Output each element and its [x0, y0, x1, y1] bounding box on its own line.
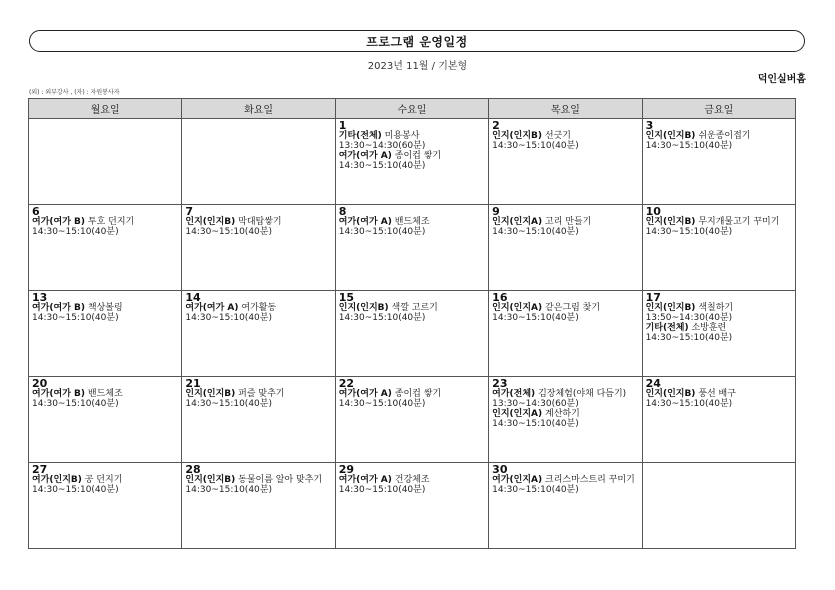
event-category: 여가(여가 A) — [338, 217, 392, 227]
event-time: 14:30~15:10(40분) — [338, 399, 426, 409]
day-number: 10 — [645, 205, 661, 218]
day-number: 29 — [338, 463, 355, 476]
weekday-header: 수요일 — [335, 99, 488, 119]
event-category: 인지(인지B) — [185, 475, 236, 485]
day-number: 28 — [185, 463, 201, 476]
day-number: 6 — [32, 205, 40, 218]
page-subtitle: 2023년 11월 / 기본형 — [367, 61, 468, 72]
event-name: 종이컵 쌓기 — [394, 151, 442, 161]
event-name: 소방훈련 — [691, 323, 727, 333]
schedule-calendar — [28, 98, 796, 549]
weekday-header-row — [29, 99, 796, 119]
day-cell — [489, 377, 642, 463]
day-number: 17 — [645, 291, 661, 304]
event-name: 퍼즐 맞추기 — [238, 389, 285, 399]
event-category: 인지(인지B) — [338, 303, 389, 313]
event-time: 14:30~15:10(40분) — [492, 419, 579, 429]
event-time: 14:30~15:10(40분) — [645, 141, 733, 151]
day-number: 1 — [338, 119, 347, 132]
event-name: 김장체험(야채 다듬기) — [538, 389, 627, 399]
day-cell — [335, 291, 488, 377]
day-number: 2 — [492, 119, 500, 132]
event-name: 크리스마스트리 꾸미기 — [545, 475, 635, 485]
event-time: 13:30~14:30(60분) — [492, 399, 579, 409]
event-name: 고리 만들기 — [545, 217, 592, 227]
event-time: 14:30~15:10(40분) — [185, 313, 272, 323]
event-entry — [185, 389, 331, 399]
event-category: 여가(전체) — [492, 389, 536, 399]
event-name: 종이컵 쌓기 — [394, 389, 442, 399]
event-entry — [339, 475, 485, 485]
event-time: 14:30~15:10(40분) — [645, 227, 733, 237]
event-time: 14:30~15:10(40분) — [645, 399, 733, 409]
event-category: 인지(인지A) — [492, 217, 543, 227]
event-entry — [339, 217, 485, 227]
event-entry — [339, 303, 485, 313]
event-entry — [32, 475, 178, 485]
event-category: 인지(인지B) — [645, 303, 696, 313]
day-cell — [335, 119, 488, 205]
event-name: 책상볼링 — [87, 303, 123, 313]
day-cell — [29, 377, 182, 463]
event-name: 투호 던지기 — [87, 217, 135, 227]
day-cell — [489, 291, 642, 377]
event-category: 기타(전체) — [338, 131, 382, 141]
day-cell — [29, 205, 182, 291]
event-time: 14:30~15:10(40분) — [338, 485, 426, 495]
event-time: 14:30~15:10(40분) — [645, 333, 733, 343]
event-name: 쉬운종이접기 — [698, 131, 751, 141]
event-entry — [492, 409, 638, 419]
day-cell — [642, 205, 795, 291]
event-time: 14:30~15:10(40분) — [32, 485, 119, 495]
day-number: 20 — [32, 377, 48, 390]
event-category: 기타(전체) — [645, 323, 689, 333]
day-cell — [489, 205, 642, 291]
day-number: 15 — [338, 291, 355, 304]
weekday-header: 목요일 — [489, 99, 642, 119]
day-number: 22 — [338, 377, 355, 390]
abbreviation-legend: (외) : 외부강사 , (자) : 자원봉사자 — [29, 89, 120, 96]
day-cell — [29, 463, 182, 549]
event-category: 인지(인지B) — [492, 131, 543, 141]
day-number: 21 — [185, 377, 201, 390]
event-category: 여가(여가 B) — [32, 303, 85, 313]
event-time: 14:30~15:10(40분) — [185, 485, 272, 495]
event-time: 13:50~14:30(40분) — [645, 313, 733, 323]
event-category: 여가(여가 A) — [338, 389, 392, 399]
event-entry — [492, 217, 638, 227]
event-name: 동물이름 알아 맞추기 — [238, 475, 323, 485]
day-cell — [182, 463, 335, 549]
event-category: 여가(여가 A) — [185, 303, 239, 313]
event-time: 14:30~15:10(40분) — [492, 313, 579, 323]
event-entry — [492, 131, 638, 141]
day-number: 23 — [492, 377, 508, 390]
event-entry — [185, 303, 331, 313]
day-cell — [489, 119, 642, 205]
event-entry — [185, 475, 331, 485]
weekday-header: 금요일 — [642, 99, 795, 119]
event-category: 여가(인지B) — [32, 475, 82, 485]
event-time: 13:30~14:30(60분) — [338, 141, 426, 151]
event-category: 인지(인지A) — [492, 409, 543, 419]
day-cell — [182, 205, 335, 291]
event-time: 14:30~15:10(40분) — [185, 227, 272, 237]
event-entry — [492, 475, 638, 485]
event-name: 색깔 고르기 — [391, 303, 438, 313]
day-cell — [182, 291, 335, 377]
week-row — [29, 291, 796, 377]
day-cell — [642, 463, 795, 549]
day-number: 9 — [492, 205, 500, 218]
event-entry — [646, 131, 792, 141]
event-category: 인지(인지B) — [185, 389, 236, 399]
event-name: 색칠하기 — [698, 303, 734, 313]
event-category: 인지(인지B) — [645, 131, 696, 141]
event-time: 14:30~15:10(40분) — [492, 485, 579, 495]
day-number: 24 — [645, 377, 661, 390]
day-cell — [335, 463, 488, 549]
event-category: 여가(여가 B) — [32, 217, 85, 227]
event-time: 14:30~15:10(40분) — [32, 399, 119, 409]
event-time: 14:30~15:10(40분) — [492, 227, 579, 237]
event-name: 건강체조 — [394, 475, 430, 485]
day-cell — [335, 205, 488, 291]
event-time: 14:30~15:10(40분) — [338, 161, 426, 171]
day-cell — [29, 291, 182, 377]
event-time: 14:30~15:10(40분) — [32, 313, 119, 323]
day-cell — [182, 119, 335, 205]
event-name: 미용봉사 — [384, 131, 420, 141]
week-row — [29, 119, 796, 205]
event-entry — [32, 389, 178, 399]
title-banner — [29, 30, 805, 52]
day-number: 27 — [32, 463, 48, 476]
event-category: 인지(인지B) — [185, 217, 236, 227]
event-name: 여가활동 — [241, 303, 277, 313]
event-category: 인지(인지B) — [645, 389, 696, 399]
day-number: 7 — [185, 205, 194, 218]
event-entry — [339, 389, 485, 399]
event-entry — [646, 323, 792, 333]
event-entry — [32, 303, 178, 313]
event-entry — [646, 303, 792, 313]
day-cell — [182, 377, 335, 463]
day-number: 30 — [492, 463, 508, 476]
event-name: 막대탑쌓기 — [238, 217, 282, 227]
event-entry — [646, 217, 792, 227]
day-number: 14 — [185, 291, 201, 304]
weekday-header: 월요일 — [29, 99, 182, 119]
day-cell — [642, 291, 795, 377]
event-name: 풍선 배구 — [698, 389, 736, 399]
event-time: 14:30~15:10(40분) — [185, 399, 272, 409]
day-cell — [642, 377, 795, 463]
event-name: 밴드체조 — [394, 217, 430, 227]
week-row — [29, 377, 796, 463]
event-category: 여가(여가 A) — [338, 475, 392, 485]
event-entry — [646, 389, 792, 399]
event-category: 인지(인지B) — [645, 217, 696, 227]
event-entry — [492, 303, 638, 313]
day-cell — [29, 119, 182, 205]
event-entry — [339, 131, 485, 141]
event-name: 밴드체조 — [87, 389, 123, 399]
day-cell — [335, 377, 488, 463]
weekday-header: 화요일 — [182, 99, 335, 119]
day-cell — [489, 463, 642, 549]
page-title: 프로그램 운영일정 — [366, 34, 468, 49]
event-entry — [32, 217, 178, 227]
event-name: 무지개물고기 꾸미기 — [698, 217, 780, 227]
event-entry — [492, 389, 638, 399]
event-name: 공 던지기 — [84, 475, 123, 485]
day-number: 16 — [492, 291, 508, 304]
event-time: 14:30~15:10(40분) — [492, 141, 579, 151]
day-number: 8 — [338, 205, 347, 218]
day-cell — [642, 119, 795, 205]
event-time: 14:30~15:10(40분) — [338, 227, 426, 237]
day-number: 13 — [32, 291, 48, 304]
day-number: 3 — [645, 119, 654, 132]
event-category: 인지(인지A) — [492, 303, 543, 313]
event-name: 선긋기 — [544, 131, 572, 141]
event-name: 계산하기 — [545, 409, 580, 419]
event-entry — [185, 217, 331, 227]
calendar-body — [29, 119, 796, 549]
event-entry — [339, 151, 485, 161]
facility-name: 덕인실버홈 — [757, 74, 806, 85]
event-time: 14:30~15:10(40분) — [338, 313, 426, 323]
event-category: 여가(여가 B) — [32, 389, 85, 399]
event-category: 여가(여가 A) — [338, 151, 392, 161]
event-time: 14:30~15:10(40분) — [32, 227, 119, 237]
week-row — [29, 463, 796, 549]
week-row — [29, 205, 796, 291]
event-category: 여가(인지A) — [492, 475, 543, 485]
event-name: 같은그림 찾기 — [545, 303, 601, 313]
